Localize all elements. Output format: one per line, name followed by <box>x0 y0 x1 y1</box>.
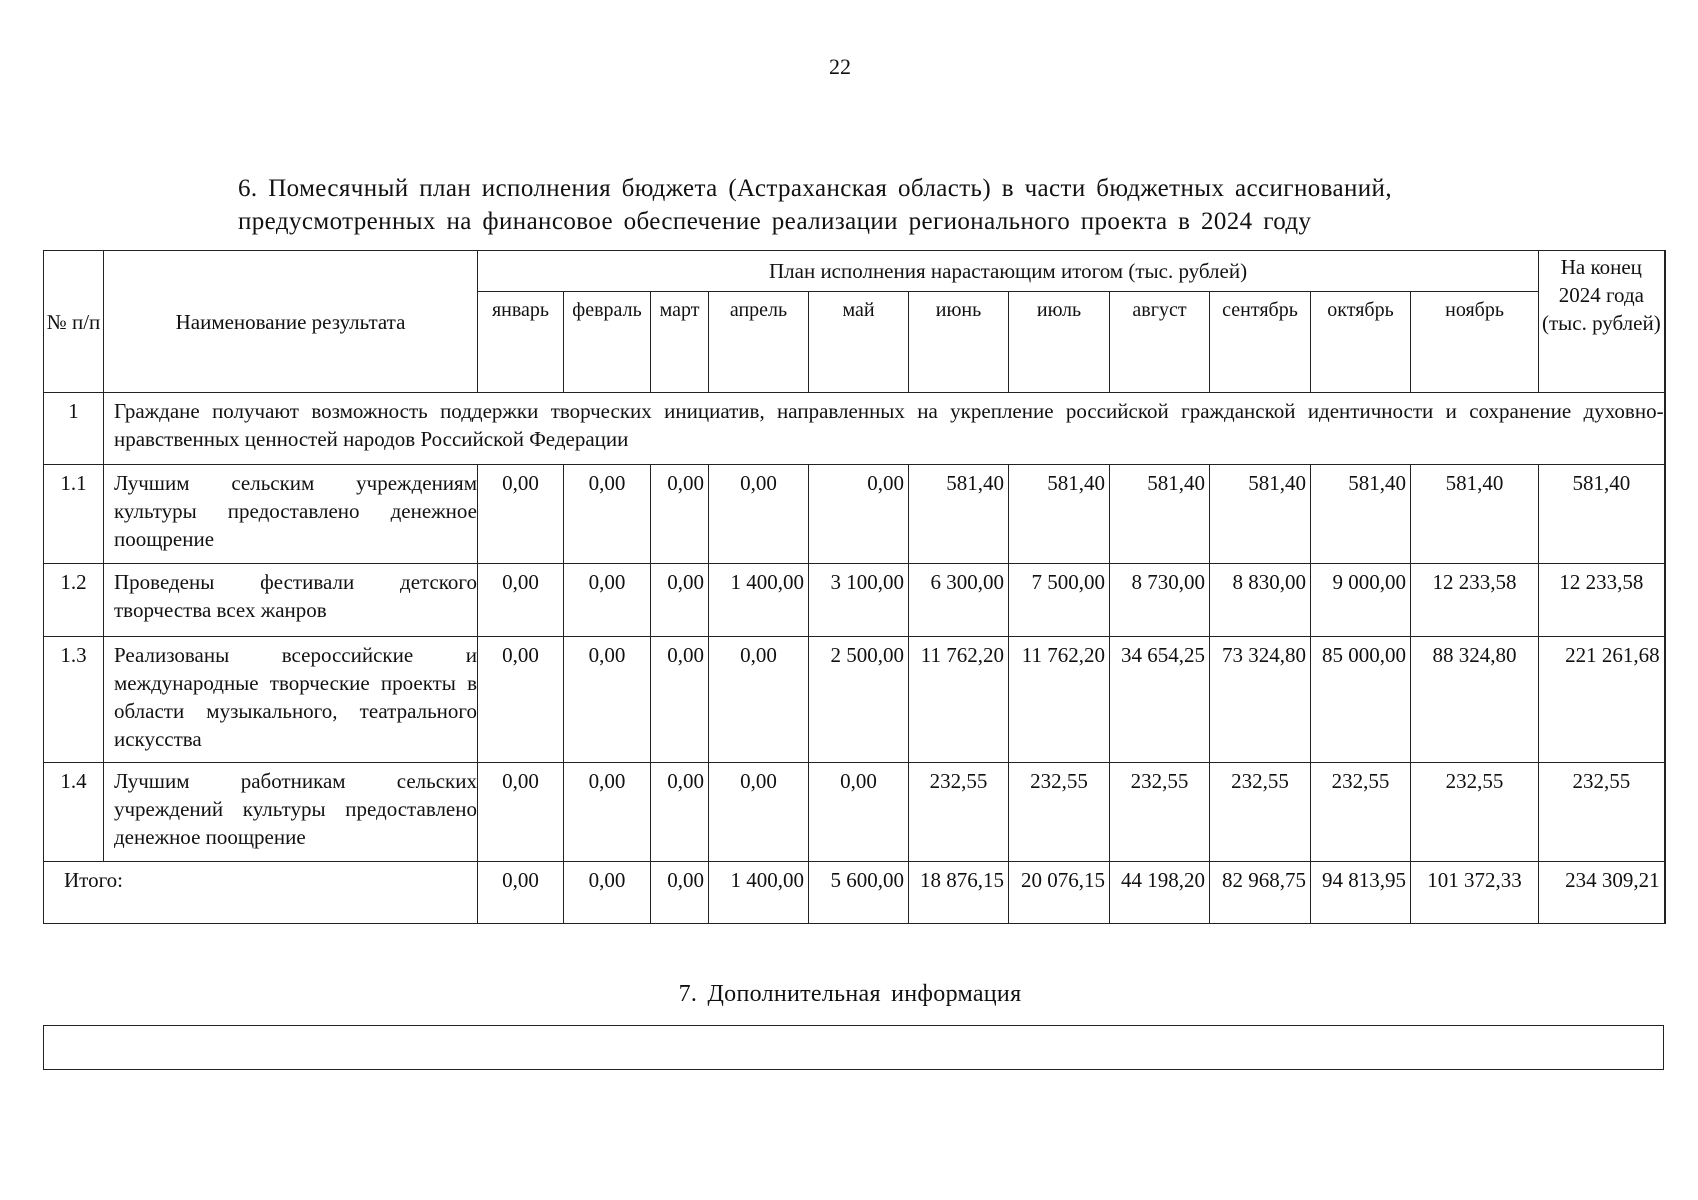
total-value-cell: 18 876,15 <box>909 862 1009 924</box>
value-cell: 0,00 <box>564 763 651 862</box>
header-month: февраль <box>564 292 651 393</box>
header-name: Наименование результата <box>104 251 478 393</box>
value-cell: 232,55 <box>1311 763 1411 862</box>
row-name: Лучшим сельским учреждениям культуры предоставлено денежное поощрение <box>104 465 478 564</box>
table-row <box>44 763 1665 862</box>
value-cell: 221 261,68 <box>1539 637 1665 763</box>
value-cell: 0,00 <box>651 465 709 564</box>
value-cell: 232,55 <box>1539 763 1665 862</box>
value-cell: 34 654,25 <box>1110 637 1210 763</box>
value-cell: 0,00 <box>564 637 651 763</box>
value-cell: 232,55 <box>1411 763 1539 862</box>
value-cell: 88 324,80 <box>1411 637 1539 763</box>
total-value-cell: 20 076,15 <box>1009 862 1110 924</box>
header-month: август <box>1110 292 1210 393</box>
total-value-cell: 82 968,75 <box>1210 862 1311 924</box>
total-value-cell: 101 372,33 <box>1411 862 1539 924</box>
header-month: октябрь <box>1311 292 1411 393</box>
table-row <box>44 637 1665 763</box>
header-month: январь <box>478 292 564 393</box>
value-cell: 0,00 <box>478 763 564 862</box>
value-cell: 232,55 <box>909 763 1009 862</box>
value-cell: 6 300,00 <box>909 564 1009 637</box>
table-row <box>44 465 1665 564</box>
value-cell: 0,00 <box>478 564 564 637</box>
value-cell: 581,40 <box>1411 465 1539 564</box>
header-row-1 <box>44 251 1665 292</box>
value-cell: 0,00 <box>809 465 909 564</box>
value-cell: 0,00 <box>651 564 709 637</box>
value-cell: 12 233,58 <box>1411 564 1539 637</box>
group-num: 1 <box>44 393 104 465</box>
total-value-cell: 0,00 <box>564 862 651 924</box>
value-cell: 11 762,20 <box>1009 637 1110 763</box>
value-cell: 1 400,00 <box>709 564 809 637</box>
value-cell: 0,00 <box>709 763 809 862</box>
value-cell: 232,55 <box>1110 763 1210 862</box>
value-cell: 0,00 <box>709 637 809 763</box>
total-value-cell: 5 600,00 <box>809 862 909 924</box>
table-row <box>44 564 1665 637</box>
value-cell: 581,40 <box>1009 465 1110 564</box>
header-month: сентябрь <box>1210 292 1311 393</box>
value-cell: 8 730,00 <box>1110 564 1210 637</box>
value-cell: 581,40 <box>1110 465 1210 564</box>
value-cell: 0,00 <box>564 564 651 637</box>
total-value-cell: 0,00 <box>651 862 709 924</box>
total-value-cell: 234 309,21 <box>1539 862 1665 924</box>
value-cell: 581,40 <box>1311 465 1411 564</box>
value-cell: 0,00 <box>809 763 909 862</box>
value-cell: 0,00 <box>709 465 809 564</box>
value-cell: 7 500,00 <box>1009 564 1110 637</box>
budget-plan-table <box>43 250 1666 924</box>
total-row <box>44 862 1665 924</box>
value-cell: 0,00 <box>651 637 709 763</box>
value-cell: 0,00 <box>564 465 651 564</box>
value-cell: 2 500,00 <box>809 637 909 763</box>
header-month: май <box>809 292 909 393</box>
value-cell: 581,40 <box>1539 465 1665 564</box>
value-cell: 0,00 <box>651 763 709 862</box>
group-name: Граждане получают возможность поддержки творческих инициатив, направленных на укрепление российской гражданской идентичности и сохранение духовно-нравственных ценностей народов Российской Федерации <box>104 393 1665 465</box>
total-value-cell: 94 813,95 <box>1311 862 1411 924</box>
total-value-cell: 1 400,00 <box>709 862 809 924</box>
value-cell: 8 830,00 <box>1210 564 1311 637</box>
value-cell: 73 324,80 <box>1210 637 1311 763</box>
row-name: Лучшим работникам сельских учреждений культуры предоставлено денежное поощрение <box>104 763 478 862</box>
row-num: 1.3 <box>44 637 104 763</box>
value-cell: 3 100,00 <box>809 564 909 637</box>
header-month: март <box>651 292 709 393</box>
page-number: 22 <box>829 54 851 79</box>
additional-info-box <box>43 1025 1664 1070</box>
row-num: 1.2 <box>44 564 104 637</box>
value-cell: 9 000,00 <box>1311 564 1411 637</box>
row-name: Реализованы всероссийские и международные творческие проекты в области музыкального, театрального искусства <box>104 637 478 763</box>
row-num: 1.4 <box>44 763 104 862</box>
header-plan: План исполнения нарастающим итогом (тыс. рублей) <box>478 251 1539 292</box>
value-cell: 12 233,58 <box>1539 564 1665 637</box>
value-cell: 581,40 <box>909 465 1009 564</box>
header-month: июнь <box>909 292 1009 393</box>
header-num: № п/п <box>44 251 104 393</box>
value-cell: 85 000,00 <box>1311 637 1411 763</box>
row-num: 1.1 <box>44 465 104 564</box>
header-month: ноябрь <box>1411 292 1539 393</box>
header-month: апрель <box>709 292 809 393</box>
value-cell: 0,00 <box>478 637 564 763</box>
group-row <box>44 393 1665 465</box>
value-cell: 232,55 <box>1210 763 1311 862</box>
section-6-title <box>238 172 1508 238</box>
section-6-title-line-1: 6. Помесячный план исполнения бюджета (Астраханская область) в части бюджетных ассигнований, <box>238 175 1392 202</box>
value-cell: 581,40 <box>1210 465 1311 564</box>
header-end-of-year: На конец 2024 года (тыс. рублей) <box>1539 251 1665 393</box>
section-7-title: 7. Дополнительная информация <box>678 981 1022 1007</box>
value-cell: 232,55 <box>1009 763 1110 862</box>
value-cell: 0,00 <box>478 465 564 564</box>
header-month: июль <box>1009 292 1110 393</box>
value-cell: 11 762,20 <box>909 637 1009 763</box>
section-6-title-line-2: предусмотренных на финансовое обеспечение реализации регионального проекта в 2024 году <box>238 208 1312 235</box>
total-value-cell: 0,00 <box>478 862 564 924</box>
row-name: Проведены фестивали детского творчества всех жанров <box>104 564 478 637</box>
total-value-cell: 44 198,20 <box>1110 862 1210 924</box>
total-label: Итого: <box>44 862 478 924</box>
